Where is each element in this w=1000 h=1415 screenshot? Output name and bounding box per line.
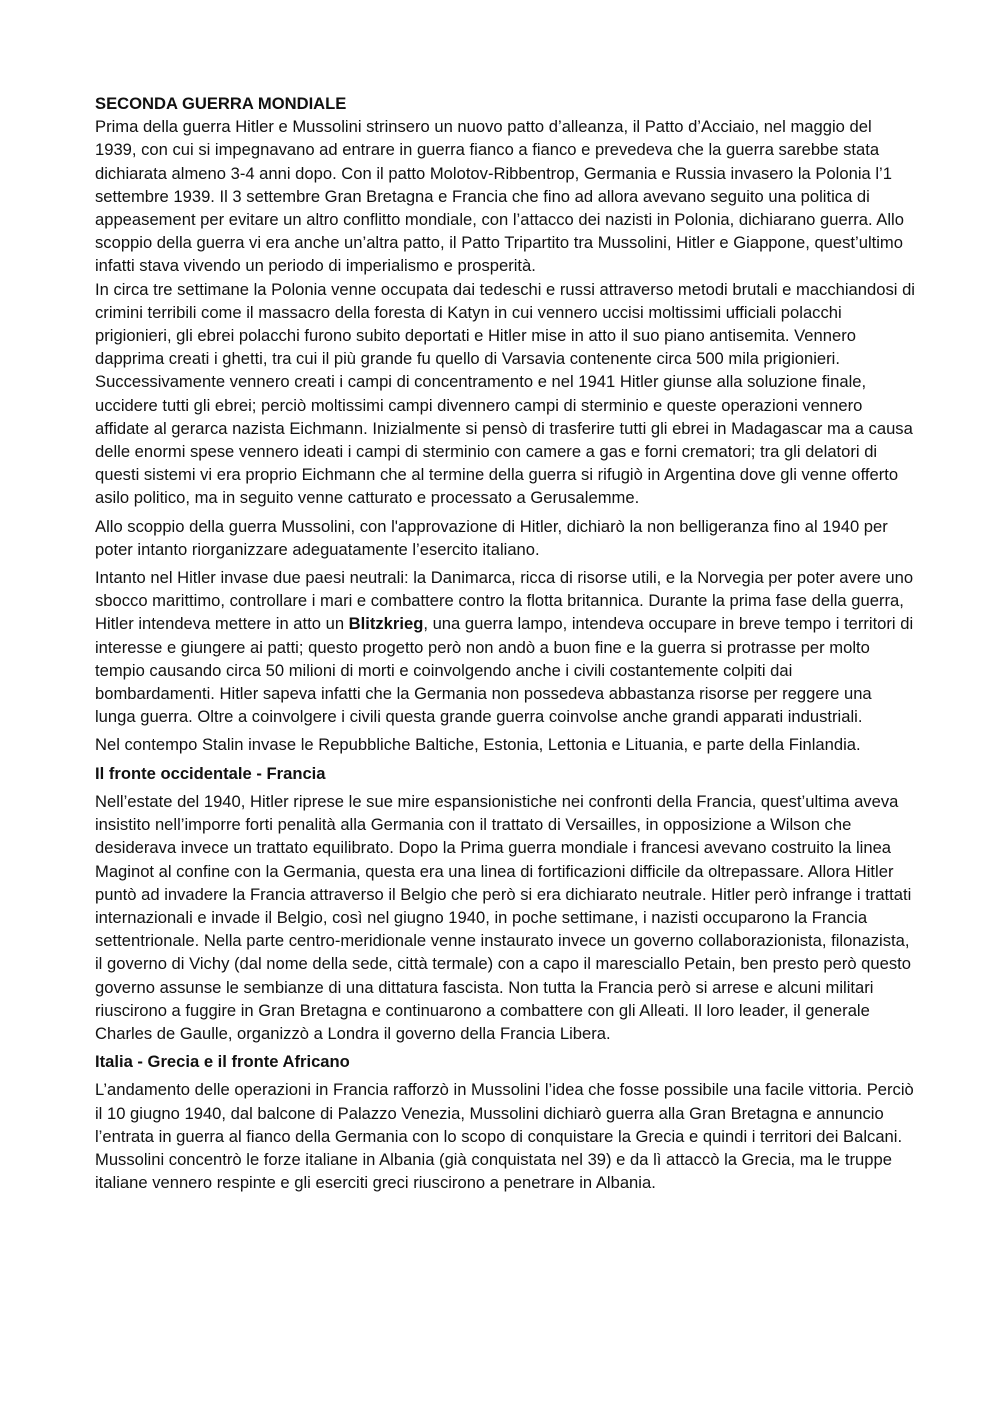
paragraph-blitzkrieg xyxy=(95,566,915,728)
paragraph-poland: In circa tre settimane la Polonia venne occupata dai tedeschi e russi attraverso metodi brutali e macchiandosi di crimini terribili come il massacro della foresta di Katyn in cui vennero uccisi moltissimi ufficiali polacchi prigionieri, gli ebrei polacchi furono subito deportati e Hitler mise in atto il suo piano antisemita. Vennero dapprima creati i ghetti, tra cui il più grande fu quello di Varsavia contenente circa 500 mila prigionieri. Successivamente vennero creati i campi di concentramento e nel 1941 Hitler giunse alla soluzione finale, uccidere tutti gli ebrei; perciò moltissimi campi divennero campi di sterminio e queste operazioni vennero affidate al gerarca nazista Eichmann. Inizialmente si pensò di trasferire tutti gli ebrei in Madagascar ma a causa delle enormi spese vennero ideati i campi di sterminio con camere a gas e forni crematori; tra gli delatori di questi sistemi vi era proprio Eichmann che al termine della guerra si rifugiò in Argentina dove gli venne offerto asilo politico, ma in seguito venne catturato e processato a Gerusalemme. xyxy=(95,279,915,508)
paragraph-intro: Prima della guerra Hitler e Mussolini strinsero un nuovo patto d’alleanza, il Patto d’Acciaio, nel maggio del 1939, con cui si impegnavano ad entrare in guerra fianco a fianco e prevedeva che la guerra sarebbe stata dichiarata almeno 3-4 anni dopo. Con il patto Molotov-Ribbentrop, Germania e Russia invasero la Polonia l’1 settembre 1939. Il 3 settembre Gran Bretagna e Francia che fino ad allora avevano seguito una politica di appeasement per evitare un altro conflitto mondiale, con l’attacco dei nazisti in Polonia, dichiarano guerra. Allo scoppio della guerra vi era anche un’altra patto, il Patto Tripartito tra Mussolini, Hitler e Giappone, quest’ultimo infatti stava vivendo un periodo di imperialismo e prosperità. xyxy=(95,117,904,276)
paragraph-non-belligerence: Allo scoppio della guerra Mussolini, con l'approvazione di Hitler, dichiarò la non belligeranza fino al 1940 per poter intanto riorganizzare adeguatamente l’esercito italiano. xyxy=(95,516,888,559)
paragraph-france: Nell’estate del 1940, Hitler riprese le sue mire espansionistiche nei confronti della Francia, quest’ultima aveva insistito nell’imporre forti penalità alla Germania con il trattato di Versailles, in opposizione a Wilson che desiderava invece un trattato equilibrato. Dopo la Prima guerra mondiale i francesi avevano costruito la linea Maginot al confine con la Germania, questa era una linea di fortificazioni difficile da oltrepassare. Allora Hitler puntò ad invadere la Francia attraverso il Belgio che però si era dichiarato neutrale. Hitler però infrange i trattati internazionali e invade il Belgio, così nel giugno 1940, in poche settimane, i nazisti occuparono la Francia settentrionale. Nella parte centro-meridionale venne instaurato invece un governo collaborazionista, filonazista, il governo di Vichy (dal nome della sede, città termale) con a capo il maresciallo Petain, ben presto però questo governo assunse le sembianze di una dittatura fascista. Non tutta la Francia però si arrese e alcuni militari riuscirono a fuggire in Gran Bretagna e continuarono a combattere con gli Alleati. Il loro leader, il generale Charles de Gaulle, organizzò a Londra il governo della Francia Libera. xyxy=(95,791,912,1043)
document-title: SECONDA GUERRA MONDIALE xyxy=(95,94,347,113)
section-heading-italy-greece-africa: Italia - Grecia e il fronte Africano xyxy=(95,1052,350,1072)
paragraph-blitzkrieg-start: Intanto nel Hitler invase due paesi neutrali: la Danimarca, ricca di risorse utili, e la Norvegia per poter avere uno sbocco marittimo, controllare i mari e combattere contro la flotta britannica. Durante la prima fase della guerra, Hitler intendeva mettere in atto un xyxy=(95,568,914,634)
section-heading-western-front: Il fronte occidentale - Francia xyxy=(95,763,326,783)
paragraph-blitzkrieg-end: , una guerra lampo, intendeva occupare in breve tempo i territori di interesse e giungere ai patti; questo progetto però non andò a buon fine e la guerra si protrasse per molto tempio causando circa 50 milioni di morti e coinvolgendo anche i civili costantemente colpiti dai bombardamenti. Hitler sapeva infatti che la Germania non possedeva abbastanza risorse per reggere una lunga guerra. Oltre a coinvolgere i civili questa grande guerra coinvolse anche grandi apparati industriali. xyxy=(95,614,914,727)
document-page xyxy=(95,92,915,1194)
paragraph-italy: L’andamento delle operazioni in Francia rafforzò in Mussolini l’idea che fosse possibile una facile vittoria. Perciò il 10 giugno 1940, dal balcone di Palazzo Venezia, Mussolini dichiarò guerra alla Gran Bretagna e annuncio l’entrata in guerra al fianco della Germania con lo scopo di conquistare la Grecia e quindi i territori dei Balcani. Mussolini concentrò le forze italiane in Albania (già conquistata nel 39) e da lì attaccò la Grecia, ma le truppe italiane vennero respinte e gli eserciti greci riuscirono a penetrare in Albania. xyxy=(95,1080,914,1193)
blitzkrieg-term: Blitzkrieg xyxy=(348,614,424,634)
paragraph-stalin: Nel contempo Stalin invase le Repubbliche Baltiche, Estonia, Lettonia e Lituania, e parte della Finlandia. xyxy=(95,735,861,755)
